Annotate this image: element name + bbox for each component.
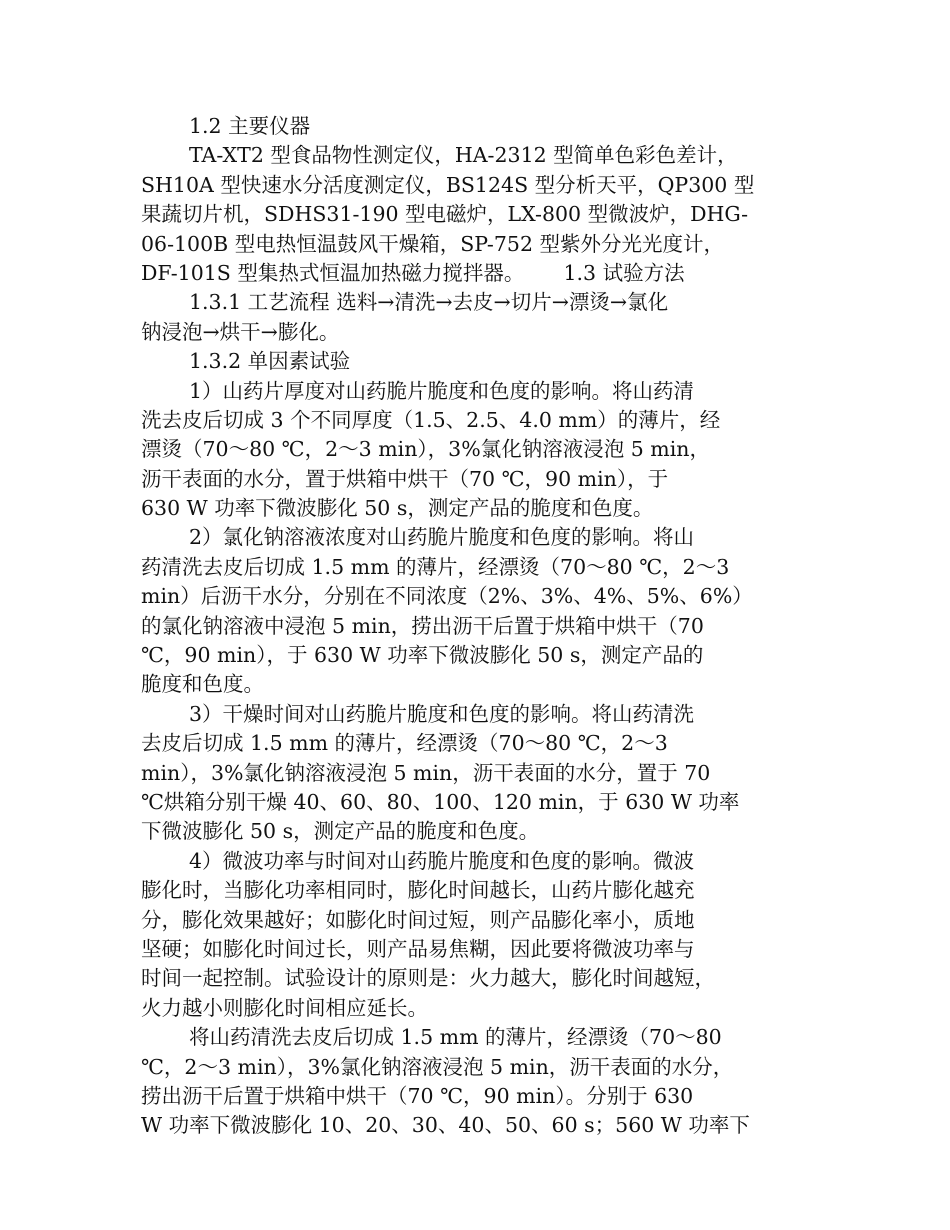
text-line: ℃，2～3 min），3%氯化钠溶液浸泡 5 min，沥干表面的水分， bbox=[141, 1054, 734, 1079]
text-line: 漂烫（70～80 ℃，2～3 min），3%氯化钠溶液浸泡 5 min， bbox=[141, 437, 710, 462]
text-line: 630 W 功率下微波膨化 50 s，测定产品的脆度和色度。 bbox=[141, 496, 654, 521]
text-line: 捞出沥干后置于烘箱中烘干（70 ℃，90 min）。分别于 630 bbox=[141, 1083, 694, 1108]
text-line: 4）微波功率与时间对山药脆片脆度和色度的影响。微波 bbox=[189, 848, 695, 873]
text-line: 1.3.2 单因素试验 bbox=[189, 349, 351, 374]
text-line: 1.3.1 工艺流程 选料→清洗→去皮→切片→漂烫→氯化 bbox=[189, 290, 669, 315]
text-line: 2）氯化钠溶液浓度对山药脆片脆度和色度的影响。将山 bbox=[189, 525, 695, 550]
text-line: 钠浸泡→烘干→膨化。 bbox=[141, 319, 340, 344]
text-line: 06-100B 型电热恒温鼓风干燥箱，SP-752 型紫外分光光度计， bbox=[141, 231, 725, 256]
text-line: SH10A 型快速水分活度测定仪，BS124S 型分析天平，QP300 型 bbox=[141, 172, 755, 197]
text-line: 1.2 主要仪器 bbox=[189, 114, 311, 138]
text-line: 的氯化钠溶液中浸泡 5 min，捞出沥干后置于烘箱中烘干（70 bbox=[141, 613, 704, 638]
text-line: 分，膨化效果越好；如膨化时间过短，则产品膨化率小，质地 bbox=[141, 907, 695, 932]
text-line: ℃烘箱分别干燥 40、60、80、100、120 min，于 630 W 功率 bbox=[141, 789, 740, 814]
text-line: 果蔬切片机，SDHS31-190 型电磁炉，LX-800 型微波炉，DHG- bbox=[141, 202, 749, 227]
text-line: 火力越小则膨化时间相应延长。 bbox=[141, 995, 428, 1020]
text-line: TA-XT2 型食品物性测定仪，HA-2312 型简单色彩色差计， bbox=[189, 143, 738, 168]
text-line: 1）山药片厚度对山药脆片脆度和色度的影响。将山药清 bbox=[189, 378, 695, 403]
text-line: 坚硬；如膨化时间过长，则产品易焦糊，因此要将微波功率与 bbox=[141, 936, 695, 961]
text-line: 膨化时，当膨化功率相同时，膨化时间越长，山药片膨化越充 bbox=[141, 878, 695, 903]
text-line: 时间一起控制。试验设计的原则是：火力越大，膨化时间越短， bbox=[141, 966, 715, 991]
text-line: 去皮后切成 1.5 mm 的薄片，经漂烫（70～80 ℃，2～3 bbox=[141, 731, 668, 756]
text-line: 3）干燥时间对山药脆片脆度和色度的影响。将山药清洗 bbox=[189, 701, 695, 726]
text-line: ℃，90 min），于 630 W 功率下微波膨化 50 s，测定产品的 bbox=[141, 643, 704, 668]
text-line: 脆度和色度。 bbox=[141, 672, 264, 697]
text-line: 沥干表面的水分，置于烘箱中烘干（70 ℃，90 min），于 bbox=[141, 466, 669, 491]
text-line: 洗去皮后切成 3 个不同厚度（1.5、2.5、4.0 mm）的薄片，经 bbox=[141, 407, 721, 432]
text-line: 药清洗去皮后切成 1.5 mm 的薄片，经漂烫（70～80 ℃，2～3 bbox=[141, 554, 730, 579]
text-line: DF-101S 型集热式恒温加热磁力搅拌器。 1.3 试验方法 bbox=[141, 260, 685, 285]
text-line: min），3%氯化钠溶液浸泡 5 min，沥干表面的水分，置于 70 bbox=[141, 760, 711, 785]
text-line: min）后沥干水分，分别在不同浓度（2%、3%、4%、5%、6%） bbox=[141, 584, 753, 609]
text-line: W 功率下微波膨化 10、20、30、40、50、60 s；560 W 功率下 bbox=[141, 1113, 750, 1138]
text-line: 下微波膨化 50 s，测定产品的脆度和色度。 bbox=[141, 819, 540, 844]
text-line: 将山药清洗去皮后切成 1.5 mm 的薄片，经漂烫（70～80 bbox=[189, 1025, 722, 1050]
document-body bbox=[141, 112, 831, 1141]
